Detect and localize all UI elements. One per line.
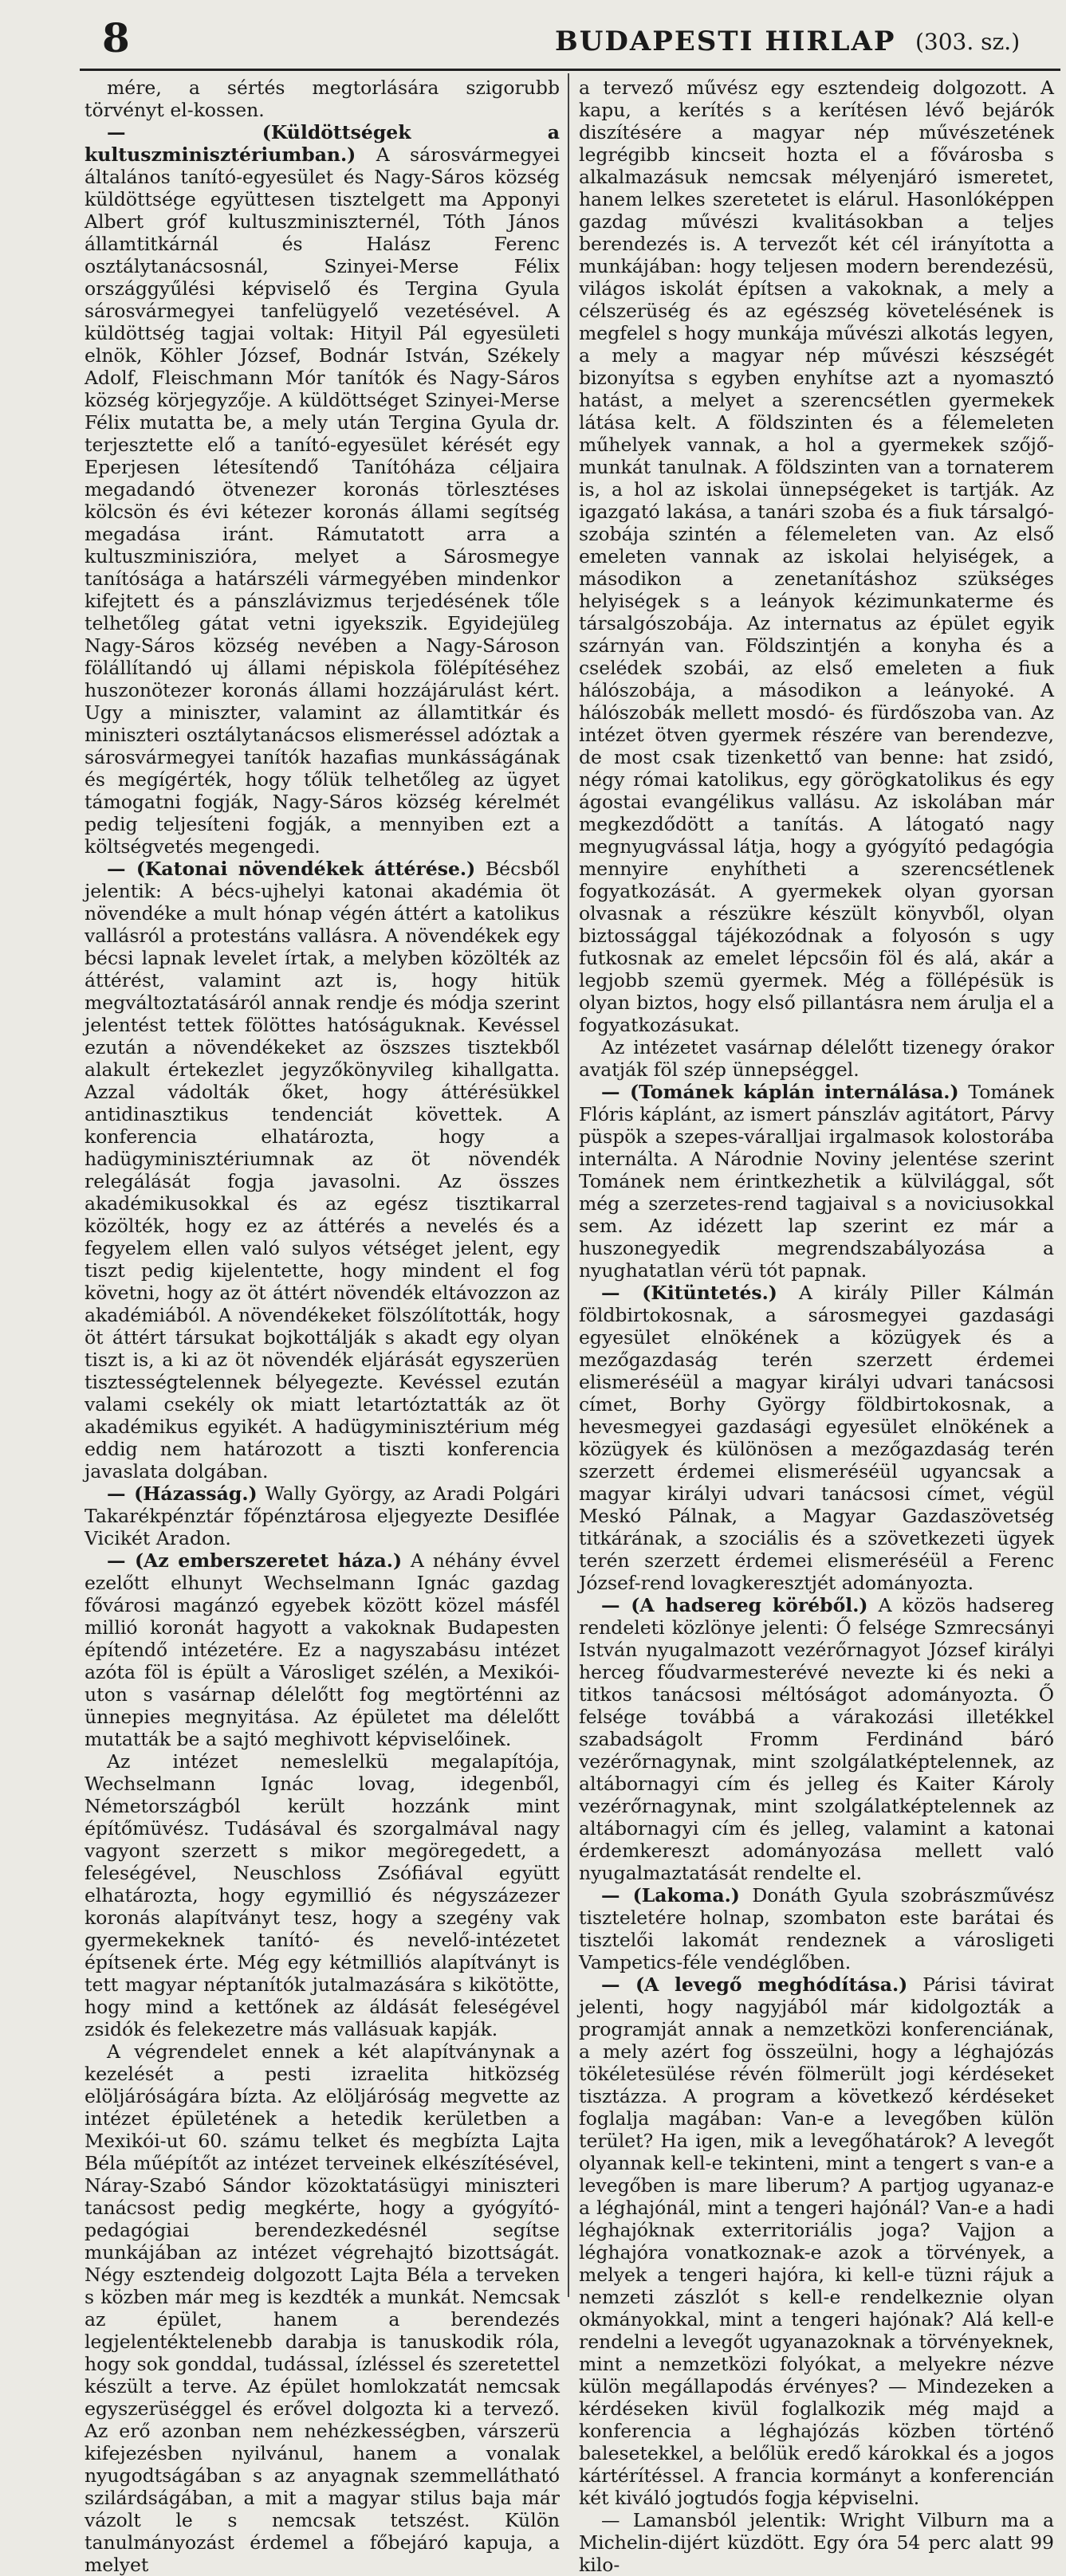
article-text: A közös hadsereg rendeleti közlönye jelenti: Ő felsége Szmrecsányi István nyugalmazott vezérőrnagyot József királyi herceg főudvarmesterévé nevezte ki és neki a titkos tanácsosi méltóságot adományozta. Ő felsége továbbá a várakozási illetékkel szabadságolt Fromm Ferdinánd báró vezérőrnagynak, mint szolgálatképtelennek, az altábornagyi cím és jelleg és Kaiter Károly vezérőrnagynak, mint szolgálatképtelennek az altábornagyi cím és jelleg, valamint a katonai érdemkereszt adományozása mellett való nyugalmaztatását rendelte el. <box>579 1594 1054 1884</box>
article-paragraph <box>579 1594 1054 1884</box>
article-paragraph <box>579 1081 1054 1282</box>
article-heading: — (Katonai növendékek áttérése.) <box>107 858 476 880</box>
article-paragraph <box>85 1750 560 2040</box>
issue-number: (303. sz.) <box>915 29 1021 55</box>
article-text: Párisi távirat jelenti, hogy nagyjából már kidolgozták a programját annak a nemzetközi konferenciának, a mely azért fog összeülni, hogy a léghajózás tökéletesülése révén fölmerült jogi kérdéseket tisztázza. A program a következő kérdéseket foglalja magában: Van-e a levegőben külön terület? Ha igen, mik a levegőhatárok? A levegőt olyannak kell-e tekinteni, mint a tengert s van-e a levegőben is mare liberum? A partjog ugyanaz-e a léghajónál, mint a tengeri hajónál? Van-e a hadi léghajóknak exterritoriális joga? Vajjon a léghajóra vonatkoznak-e azok a törvények, a melyek a tengeri hajóra, ki kell-e tüzni rájuk a nemzeti zászlót s kell-e rendelkeznie olyan okmányokkal, mint a tengeri hajónak? Alá kell-e rendelni a levegőt ugyanazoknak a törvényeknek, mint a nemzetközi folyókat, a melyekre nézve külön megállapodás érvényes? — Mindezeken a kérdéseken kivül foglalkozik még majd a konferencia a léghajózás közben történő balesetekkel, a belőlük eredő károkkal és a jogos kártérítéssel. A francia kormányt a konferencián két kiváló jogtudós fogja képviselni. <box>579 1973 1054 2509</box>
article-paragraph <box>579 1282 1054 1594</box>
article-text: Wally György, az Aradi Polgári Takarékpénztár főpénztárosa eljegyezte Desiflée Vicikét Aradon. <box>85 1482 560 1549</box>
article-text: A sárosvármegyei általános tanító-egyesület és Nagy-Sáros község küldöttsége együttesen tisztelgett ma Apponyi Albert gróf kultuszminiszternél, Tóth János államtitkárnál és Halász Ferenc osztálytanácsosnál, Szinyei-Merse Félix országgyűlési képviselő és Tergina Gyula sárosvármegyei tanfelügyelő vezetésével. A küldöttség tagjai voltak: Hityil Pál egyesületi elnök, Köhler József, Bodnár István, Székely Adolf, Fleischmann Mór tanítók és Nagy-Sáros község körjegyzője. A küldöttséget Szinyei-Merse Félix mutatta be, a mely után Tergina Gyula dr. terjesztette elő a tanító-egyesület kérését egy Eperjesen létesítendő Tanítóháza céljaira megadandó ötvenezer koronás törlesztéses kölcsön és évi kétezer koronás állami segítség megadása iránt. Rámutatott arra a kultuszminiszióra, melyet a Sárosmegye tanítósága a határszéli vármegyében mindenkor kifejtett és a pánszlávizmus terjedésének tőle telhetőleg gátat vetni igyekszik. Egyidejüleg Nagy-Sáros község nevében a Nagy-Sároson fölállítandó uj állami népiskola fölépítéséhez huszonötezer koronás állami hozzájárulást kért. Ugy a miniszter, valamint az államtitkár és miniszteri osztálytanácsos elismeréssel adóztak a sárosvármegyei tanítók hazafias munkásságának és megígérték, hogy tőlük telhetőleg az ügyet támogatni fogják, Nagy-Sáros község kérelmét pedig teljesíteni fogják, a mennyiben ezt a költségvetés megengedi. <box>85 143 560 858</box>
page-header <box>0 0 1066 70</box>
article-heading: — (A hadsereg köréből.) <box>601 1594 868 1616</box>
header-rule <box>80 69 1060 71</box>
article-text: Donáth Gyula szobrászművész tiszteletére holnap, szombaton este barátai és tisztelői lakomát rendeznek a városligeti Vampetics-féle vendéglőben. <box>579 1884 1054 1973</box>
article-paragraph <box>85 858 560 1482</box>
article-paragraph <box>85 121 560 858</box>
article-heading: — (Kitüntetés.) <box>601 1282 777 1304</box>
article-heading: — (Tománek káplán internálása.) <box>601 1081 959 1103</box>
article-paragraph <box>579 1884 1054 1973</box>
article-paragraph <box>579 77 1054 1036</box>
article-heading: — (A levegő meghódítása.) <box>601 1973 908 1996</box>
article-paragraph <box>579 1973 1054 2509</box>
article-paragraph <box>579 2509 1054 2576</box>
left-column <box>85 77 560 2576</box>
article-paragraph <box>85 77 560 121</box>
article-text: A végrendelet ennek a két alapítványnak a kezelését a pesti izraelita hitközség elöljáróságára bízta. Az elöljáróság megvette az intézet épületének a hetedik kerületben a Mexikói-ut 60. számu telket és megbízta Lajta Béla műépítőt az intézet terveinek elkészítésével, Náray-Szabó Sándor közoktatásügyi miniszteri tanácsost pedig megkérte, hogy a gyógyító-pedagógiai berendezkedésnél segítse munkájában az intézet végrehajtó bizottságát. Négy esztendeig dolgozott Lajta Béla a terveken s közben már meg is kezdték a munkát. Nemcsak az épület, hanem a berendezés legjelentéktelenebb darabja is tanuskodik róla, hogy sok gonddal, tudással, ízléssel és szeretettel készült a terve. Az épület homlokzatát nemcsak egyszerüséggel és erővel dolgozta ki a tervező. Az erő azonban nem nehézkességben, várszerü kifejezésben nyilvánul, hanem a vonalak nyugodtságában s az anyagnak szemmellátható szilárdságában, a mit a magyar stilus baja már vázolt le s nemcsak tetszést. Külön tanulmányozást érdemel a főbejáró kapuja, a melyet <box>85 2040 560 2576</box>
article-text: mére, a sértés megtorlására szigorubb törvényt el-kossen. <box>85 77 560 121</box>
article-text: Az intézet nemeslelkü megalapítója, Wechselmann Ignác lovag, idegenből, Németországból került hozzánk mint építőmüvész. Tudásával és szorgalmával nagy vagyont szerzett s mikor megöregedett, a feleségével, Neuschloss Zsófiával együtt elhatározta, hogy egymillió és négyszázezer koronás alapítványt tesz, hogy a szegény vak gyermekeknek tanító- és nevelő-intézetet építsenek érte. Még egy kétmilliós alapítványt is tett magyar néptanítók jutalmazására s kikötötte, hogy mind a kettőnek az áldását feleségével zsidók és felekezetre más vallásuak kapják. <box>85 1750 560 2040</box>
article-text: A néhány évvel ezelőtt elhunyt Wechselmann Ignác gazdag fővárosi magánzó egyebek között közel másfél millió koronát hagyott a vakoknak Budapesten építendő intézetére. Ez a nagyszabásu intézet azóta föl is épült a Városliget szélén, a Mexikói-uton s vasárnap délelőtt fog megtörténni az ünnepies megnyitása. Az épületet ma délelőtt mutatták be a sajtó meghivott képviselőinek. <box>85 1549 560 1750</box>
article-heading: — (Küldöttségek a kultuszminisztériumban.) <box>85 121 560 166</box>
article-text: Bécsből jelentik: A bécs-ujhelyi katonai akadémia öt növendéke a mult hónap végén áttért a katolikus vallásról a protestáns vallásra. A növendékek egy bécsi lapnak levelet írtak, a melyben közölték az áttérést, valamint azt is, hogy hitük megváltoztatásáról annak rendje és módja szerint jelentést tettek fölöttes hatóságuknak. Kevéssel ezután a növendékeket az öszszes tisztekből alakult értekezlet jegyzőkönyvileg kihallgatta. Azzal vádolták őket, hogy áttérésükkel antidinasztikus tendenciát követtek. A konferencia elhatározta, hogy a hadügyminisztériumnak az öt növendék relegálását fogja javasolni. Az összes akadémikusokkal és az egész tisztikarral közölték, hogy ez az áttérés a nevelés és a fegyelem ellen való sulyos vétséget jelent, egy tiszt pedig kijelentette, hogy mindent el fog követni, hogy az öt áttért növendék eltávozzon az akadémiából. A növendékeket fölszólították, hogy öt áttért társukat bojkottálják s akadt egy olyan tiszt is, a ki az öt növendék eljárását egyszerüen tisztességtelennek bélyegezte. Kevéssel ezután valami csekély ok miatt letartóztatták az öt akadémikus egyikét. A hadügyminisztérium még eddig nem határozott a tiszti konferencia javaslata dolgában. <box>85 858 560 1482</box>
article-heading: — (Lakoma.) <box>601 1884 740 1906</box>
article-paragraph <box>85 2040 560 2576</box>
article-text: a tervező művész egy esztendeig dolgozott. A kapu, a kerítés s a kerítésen lévő bejárók diszítésére a magyar nép művészetének legrégibb kincseit hozta el a fővárosba s alkalmazásuk nemcsak mélyenjáró ismeretet, hanem lelkes szeretetet is elárul. Hasonlóképpen gazdag művészi kvalitásokban a teljes berendezés is. A tervezőt két cél irányította a munkájában: hogy teljesen modern berendezésü, világos iskolát építsen a vakoknak, a mely a célszerüség és az egészség követelésének is megfelel s hogy munkája művészi alkotás legyen, a mely a magyar nép művészi készségét bizonyítsa s egyben enyhítse azt a nyomasztó hatást, a melyet a szerencsétlen gyermekek látása kelt. A földszinten és a félemeleten műhelyek vannak, a hol a gyermekek szőjő-munkát tanulnak. A földszinten van a tornaterem is, a hol az iskolai ünnepségeket is tartják. Az igazgató lakása, a tanári szoba és a fiuk társalgó-szobája szintén a félemeleten van. Az első emeleten vannak az iskolai helyiségek, a másodikon a zenetanításhoz szükséges helyiségek s a leányok kézimunkaterme és társalgószobája. Az internatus az épület egyik szárnyán van. Földszintjén a konyha és a cselédek szobái, az első emeleten a fiuk hálószobája, a másodikon a leányoké. A hálószobák mellett mosdó- és fürdőszoba van. Az intézet ötven gyermek részére van berendezve, de most csak tizenkettő van benne: hat zsidó, négy római katolikus, egy görögkatolikus és egy ágostai evangélikus vallásu. Az iskolában már megkezdődött a tanítás. A látogató nagy megnyugvással látja, hogy a gyógyító pedagógia mennyire enyhítheti a szerencsétlenek fogyatkozását. A gyermekek olyan gyorsan olvasnak a részükre készült könyvből, olyan biztossággal tájékozódnak a folyosón s ugy futkosnak az emelet lépcsőin föl és alá, akár a legjobb szemü gyermek. Még a föllépésük is olyan biztos, hogy első pillantásra nem árulja el a fogyatkozásukat. <box>579 77 1054 1036</box>
article-text: — Lamansból jelentik: Wright Vilburn ma a Michelin-dijért küzdött. Egy óra 54 perc alatt 99 kilo- <box>579 2509 1054 2576</box>
article-text: A király Piller Kálmán földbirtokosnak, a sárosmegyei gazdasági egyesület elnökének a közügyek és a mezőgazdaság terén szerzett érdemei elismeréséül a magyar királyi udvari tanácsosi címet, Borhy György földbirtokosnak, a hevesmegyei gazdasági egyesület elnökének a közügyek és különösen a mezőgazdaság terén szerzett érdemei elismeréséül ugyancsak a magyar királyi udvari tanácsosi címet, végül Meskó Pálnak, a Magyar Gazdaszövetség titkárának, a szociális és a szövetkezeti ügyek terén szerzett érdemei elismeréséül a Ferenc József-rend lovagkeresztjét adományozta. <box>579 1282 1055 1594</box>
article-text: Az intézetet vasárnap délelőtt tizenegy órakor avatják föl szép ünnepséggel. <box>579 1036 1054 1081</box>
article-paragraph <box>579 1036 1054 1081</box>
article-heading: — (Házasság.) <box>107 1482 258 1505</box>
masthead-title: BUDAPESTI HIRLAP <box>555 26 896 57</box>
article-heading: — (Az emberszeretet háza.) <box>107 1549 403 1572</box>
article-text: Tománek Flóris káplánt, az ismert pánszláv agitátort, Párvy püspök a szepes-váralljai irgalmasok kolostorába internálta. A Národnie Noviny jelentése szerint Tománek nem érintkezhetik a külvilággal, sőt még a szerzetes-rend tagjaival s a noviciusokkal sem. Az idézett lap szerint ez már a huszonegyedik megrendszabályozása a nyughatatlan vérü tót papnak. <box>579 1081 1054 1282</box>
column-divider <box>568 73 569 2297</box>
right-column <box>579 77 1055 2576</box>
page-number: 8 <box>102 14 130 61</box>
article-paragraph <box>85 1549 560 1750</box>
article-paragraph <box>85 1482 560 1549</box>
